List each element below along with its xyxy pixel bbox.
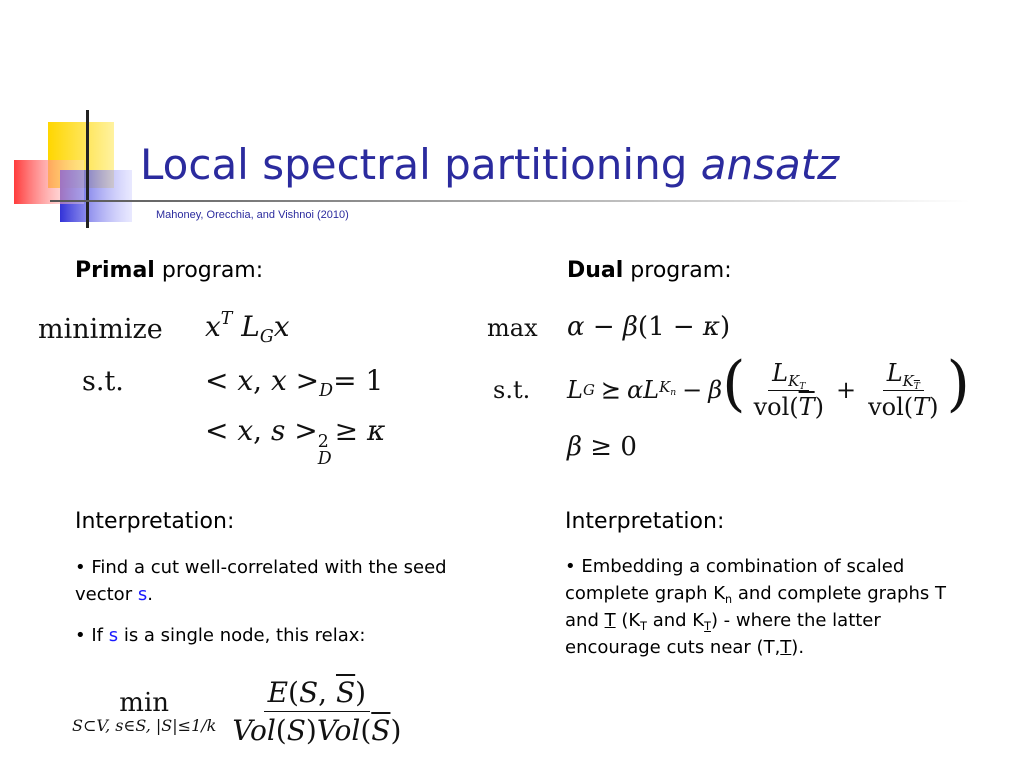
dual-max-label: max (487, 314, 538, 342)
dual-bullet-end: ). (791, 637, 805, 658)
dual-bullet-text-e: ) - where the latter encourage cuts near (T, (565, 610, 881, 658)
seed-var-2: s (108, 625, 119, 646)
primal-bullet-1-text: Find a cut well-correlated with the seed vector (75, 557, 447, 605)
primal-objective: $x^T$ $L_Gx$ (205, 308, 290, 348)
dual-interpretation-heading: Interpretation: (565, 509, 725, 534)
dual-heading-bold: Dual (567, 258, 624, 283)
dual-bullet-text-a: Embedding a combination of scaled complete graph K (565, 556, 905, 604)
primal-minimize-label: minimize (38, 314, 163, 345)
dual-bullet-text-c: (K (615, 610, 641, 631)
citation: Mahoney, Orecchia, and Vishnoi (2010) (156, 209, 349, 221)
title-main: Local spectral partitioning (140, 140, 701, 189)
dual-bullet-tbar: T (604, 610, 616, 631)
primal-constraint-2: < x, s > 2 D ≥ κ (205, 414, 386, 470)
dual-constraint-1: L G ⪰ αL $K_n$ − β ( $\frac{L_{K_T}}{vol(\overline{T})}$ + $\frac{L_{K_{\overline{T}}}}{\text{vol(T)}}$ ) (567, 349, 970, 421)
primal-heading-rest: program: (154, 258, 264, 283)
dual-st-label: s.t. (493, 376, 531, 404)
dual-heading (567, 258, 732, 283)
primal-heading (75, 258, 263, 283)
deco-red-square (14, 160, 84, 204)
seed-var: s (137, 584, 148, 605)
dual-bullet-tbar-2: T (780, 637, 792, 658)
dual-bullet-sub-tbar: T (704, 619, 711, 633)
primal-st-label: s.t. (82, 366, 124, 397)
primal-heading-bold: Primal (75, 258, 155, 283)
primal-constraint-1: < x, $x >_D= 1$ (205, 364, 384, 402)
primal-bullet-2: • If s is a single node, this relax: (75, 625, 366, 646)
slide-title (140, 140, 839, 189)
deco-horizontal-line (50, 200, 970, 202)
dual-bullet-1: • Embedding a combination of scaled complete graph $K_n$ and complete graphs T and T ($K_T$ and $K_T$) - where the latter encourage cuts near (T,T). (565, 556, 946, 658)
deco-vertical-line (86, 110, 89, 228)
dual-bullet-sub-n: n (725, 592, 733, 606)
dual-objective: α − β(1 − κ) (567, 312, 731, 342)
dual-bullet-text-b: and complete graphs T and (565, 583, 946, 631)
primal-bullet-1: • Find a cut well-correlated with the seed vector s. (75, 557, 447, 605)
dual-bullet-sub-t: T (640, 619, 647, 633)
title-italic: ansatz (700, 140, 840, 189)
primal-interpretation-heading: Interpretation: (75, 509, 235, 534)
min-expression: min S⊂V, s∈S, |S|≤1/k $\frac{E(S, \overline{S})}{Vol(S)Vol(\overline{S})}$ (72, 676, 402, 747)
dual-constraint-2: β ≥ 0 (567, 432, 637, 462)
dual-heading-rest: program: (623, 258, 732, 283)
dual-bullet-text-d: and K (646, 610, 705, 631)
primal-bullet-1-end: . (147, 584, 153, 605)
primal-bullet-2-post: is a single node, this relax: (118, 625, 366, 646)
primal-bullet-2-pre: If (91, 625, 109, 646)
